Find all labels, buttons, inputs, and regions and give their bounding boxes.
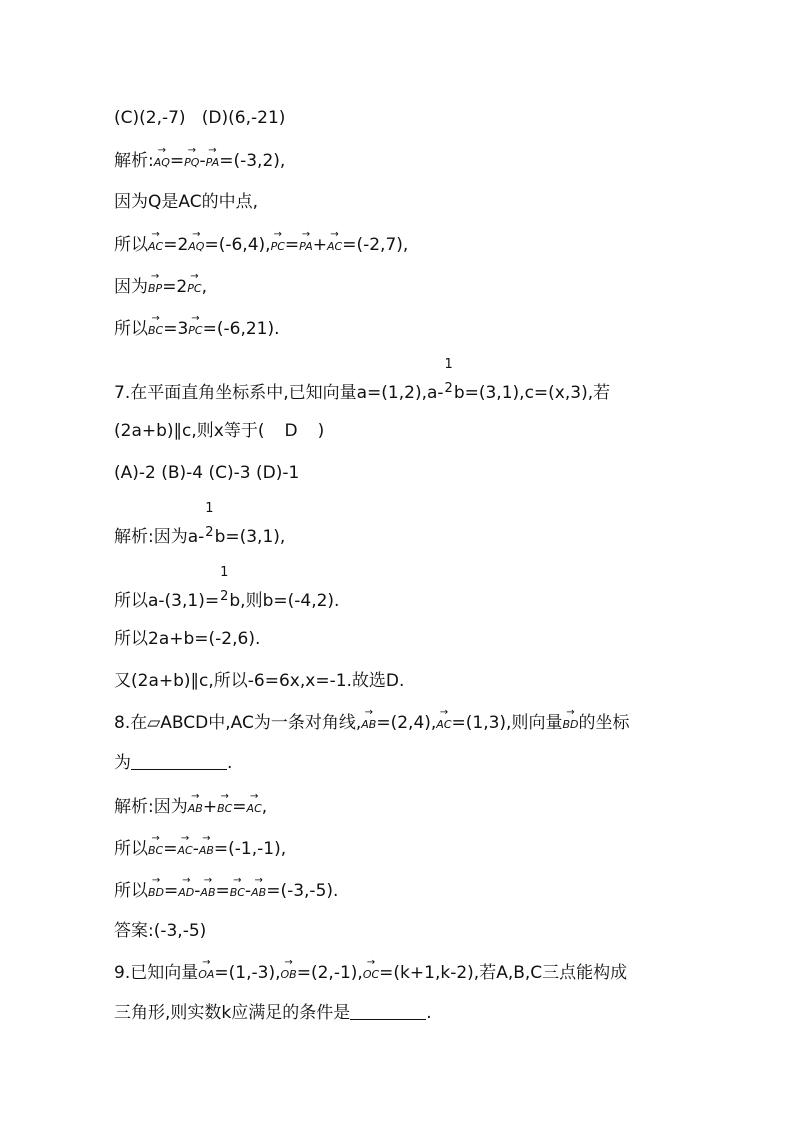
question-8-line-2	[114, 752, 232, 774]
equation-text: -	[199, 151, 206, 171]
answer-blank	[131, 753, 227, 770]
answer-choice: D	[284, 421, 298, 441]
options-line-cd	[114, 107, 285, 129]
answer-text: 答案:(-3,-5)	[114, 921, 207, 941]
solution-text: 所以2a+b=(-2,6).	[114, 629, 261, 649]
options-text: (A)-2 (B)-4 (C)-3 (D)-1	[114, 463, 300, 483]
vector-bc: → BC	[230, 882, 245, 904]
vector-ac: → AC	[148, 236, 163, 258]
equation-text: =	[164, 881, 179, 901]
equation-text: =(-6,21).	[202, 319, 280, 339]
vector-pq: → PQ	[184, 152, 199, 174]
equation-text: =(-6,4),	[204, 235, 271, 255]
solution-text: 又(2a+b)∥c,所以-6=6x,x=-1.故选D.	[114, 671, 405, 691]
vector-pc: → PC	[271, 236, 285, 258]
vector-ac: → AC	[327, 236, 342, 258]
fraction-numerator: 1	[444, 357, 453, 372]
equation-text: =(-3,-5).	[266, 881, 339, 901]
solution-text: 因为	[114, 277, 148, 297]
question-9	[114, 962, 627, 986]
fraction-denominator: 2	[444, 381, 453, 396]
question-text: 9.已知向量	[114, 963, 199, 983]
option-c: (C)(2,-7)	[114, 108, 186, 128]
vector-oc: → OC	[363, 964, 379, 986]
equation-text: =(1,-3),	[214, 963, 281, 983]
vector-ob: → OB	[281, 964, 297, 986]
solution-line	[114, 880, 338, 904]
question-text: 的坐标	[578, 713, 630, 733]
vector-pa: → PA	[206, 152, 220, 174]
vector-bc: → BC	[217, 798, 232, 820]
equation-text: =(-3,2),	[219, 151, 286, 171]
vector-ac: → AC	[247, 798, 262, 820]
vector-oa: → OA	[198, 964, 214, 986]
solution-text: 所以	[114, 319, 148, 339]
question-7-options	[114, 462, 299, 484]
solution-text: 解析:因为	[114, 797, 188, 817]
solution-text: 解析:因为a-	[114, 527, 205, 547]
question-text: 7.在平面直角坐标系中,已知向量a=(1,2),a-	[114, 383, 444, 403]
equation-text: +	[202, 797, 218, 817]
vector-ab: → AB	[200, 882, 215, 904]
question-text: b=(3,1),c=(x,3),若	[453, 383, 611, 403]
vector-ab: → AB	[188, 798, 203, 820]
solution-line	[114, 796, 267, 820]
fraction-denominator: 2	[205, 525, 214, 540]
equation-text: =2	[162, 277, 188, 297]
equation-text: -	[192, 839, 199, 859]
equation-text: =3	[163, 319, 189, 339]
vector-pc: → PC	[187, 278, 201, 300]
vector-aq: → AQ	[154, 152, 170, 174]
solution-label: 解析:	[114, 151, 154, 171]
question-text: =(k+1,k-2),若A,B,C三点能构成	[379, 963, 628, 983]
equation-text: =(2,4),	[376, 713, 437, 733]
equation-text: =(-2,7),	[342, 235, 409, 255]
question-8	[114, 712, 630, 736]
vector-ab: → AB	[251, 882, 266, 904]
question-7	[114, 357, 611, 404]
question-9-line-2	[114, 1002, 432, 1024]
solution-text: 所以	[114, 839, 148, 859]
solution-line	[114, 565, 340, 612]
option-d: (D)(6,-21)	[201, 108, 286, 128]
vector-ab: → AB	[361, 714, 376, 736]
equation-text: ,	[201, 277, 207, 297]
equation-text: =2	[163, 235, 189, 255]
vector-ac: → AC	[436, 714, 451, 736]
equation-text: =	[163, 839, 178, 859]
question-text: 8.在▱ABCD中,AC为一条对角线,	[114, 713, 362, 733]
solution-line	[114, 501, 286, 548]
solution-line	[114, 318, 280, 342]
question-text: 为	[114, 753, 131, 773]
equation-text: -	[194, 881, 201, 901]
solution-text: 因为Q是AC的中点,	[114, 192, 258, 212]
solution-text: 所以	[114, 881, 148, 901]
question-text: )	[317, 421, 325, 441]
vector-ad: → AD	[178, 882, 194, 904]
vector-ab: → AB	[199, 840, 214, 862]
equation-text: =	[232, 797, 247, 817]
answer-blank	[350, 1003, 426, 1020]
solution-line	[114, 150, 285, 174]
equation-text: =	[169, 151, 185, 171]
solution-line	[114, 670, 404, 692]
equation-text: =(1,3),则向量	[451, 713, 563, 733]
equation-text: =(2,-1),	[296, 963, 363, 983]
question-text: (2a+b)∥c,则x等于(	[114, 421, 265, 441]
solution-text: 所以	[114, 235, 148, 255]
solution-text: 所以a-(3,1)=	[114, 591, 220, 611]
fraction-numerator: 1	[220, 565, 229, 580]
vector-bc: → BC	[148, 320, 163, 342]
question-7-line-2	[114, 420, 324, 442]
equation-text: =	[215, 881, 230, 901]
equation-text: +	[312, 235, 328, 255]
equation-text: =	[284, 235, 300, 255]
equation-text: ,	[261, 797, 268, 817]
equation-text: -	[244, 881, 252, 901]
question-text: .	[227, 753, 233, 773]
answer-line	[114, 920, 206, 942]
vector-bp: → BP	[148, 278, 162, 300]
question-text: 三角形,则实数k应满足的条件是	[114, 1003, 351, 1023]
fraction-numerator: 1	[205, 501, 214, 516]
solution-text: b=(3,1),	[214, 527, 286, 547]
fraction-denominator: 2	[220, 589, 229, 604]
equation-text: =(-1,-1),	[213, 839, 287, 859]
question-text: .	[426, 1003, 432, 1023]
solution-line	[114, 276, 207, 300]
solution-line	[114, 191, 258, 213]
solution-text: b,则b=(-4,2).	[229, 591, 340, 611]
vector-aq: → AQ	[188, 236, 204, 258]
fraction-half	[205, 501, 214, 544]
fraction-half	[220, 565, 229, 608]
vector-ac: → AC	[177, 840, 192, 862]
vector-pa: → PA	[299, 236, 313, 258]
vector-bc: → BC	[148, 840, 163, 862]
vector-pc: → PC	[188, 320, 202, 342]
fraction-half	[444, 357, 453, 400]
solution-line	[114, 838, 286, 862]
vector-bd: → BD	[562, 714, 578, 736]
vector-bd: → BD	[148, 882, 164, 904]
solution-line	[114, 234, 408, 258]
solution-line	[114, 628, 260, 650]
